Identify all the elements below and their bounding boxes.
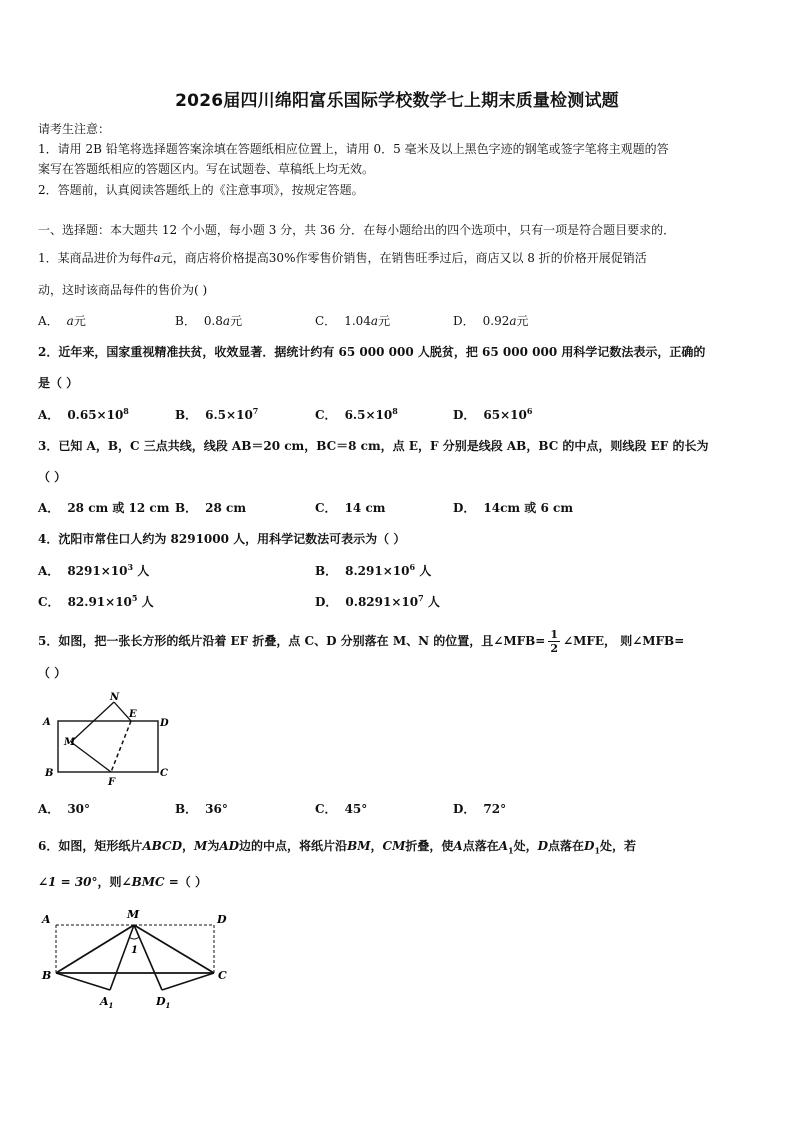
section-heading: 一、选择题：本大题共 12 个小题，每小题 3 分，共 36 分．在每小题给出的四个选项中，只有一项是符合题目要求的． xyxy=(38,223,676,237)
q6-stem-part: ，则 xyxy=(97,875,122,889)
q6-stem-part: ， xyxy=(370,839,383,853)
q6-point-m: M xyxy=(194,839,208,853)
q4-option-c-unit: 人 xyxy=(137,595,154,609)
q1-option-b-unit: 元 xyxy=(230,314,243,328)
option-key: D． xyxy=(453,802,476,816)
q2-option-d-exp: 6 xyxy=(526,406,533,416)
q1-option-b-var: a xyxy=(222,314,231,328)
q5-label-a: A xyxy=(43,717,51,728)
q4-option-d-unit: 人 xyxy=(423,595,440,609)
q4-option-c[interactable] xyxy=(38,594,154,610)
q5-label-m: M xyxy=(64,737,76,748)
q5-stem-line1 xyxy=(38,628,684,655)
option-key: A． xyxy=(38,802,60,816)
notice-item-1a: 1．请用 2B 铅笔将选择题答案涂填在答题纸相应位置上，请用 0．5 毫米及以上黑色字迹的钢笔或签字笔将主观题的答 xyxy=(38,142,669,156)
q3-option-d[interactable] xyxy=(453,500,573,516)
q5-option-c[interactable] xyxy=(315,801,367,817)
q2-option-c-base: 6.5×10 xyxy=(344,408,393,422)
q2-option-b-exp: 7 xyxy=(252,406,259,416)
q1-var-a: a xyxy=(153,251,161,265)
q5-option-a[interactable] xyxy=(38,801,90,817)
q3-option-d-text: 14cm 或 6 cm xyxy=(483,501,574,515)
q5-label-e: E xyxy=(129,709,137,720)
page-title: 2026届四川绵阳富乐国际学校数学七上期末质量检测试题 xyxy=(175,91,619,111)
q4-option-a-exp: 3 xyxy=(127,562,134,572)
q5-label-c: C xyxy=(160,768,168,779)
q6-side-ad: AD xyxy=(219,839,240,853)
notice-item-1b: 案写在答题纸相应的答题区内。写在试题卷、草稿纸上均无效。 xyxy=(38,162,375,176)
option-key: B． xyxy=(175,314,196,328)
q2-option-c-exp: 8 xyxy=(392,406,398,416)
q6-label-d1 xyxy=(155,995,170,1010)
option-key: D． xyxy=(453,501,476,515)
q1-option-a-unit: 元 xyxy=(73,314,86,328)
q6-figure xyxy=(38,903,238,1015)
q6-stem-part: 折叠，使 xyxy=(405,839,454,853)
q6-line-mc xyxy=(134,925,214,973)
q1-option-a-var: a xyxy=(66,314,74,328)
q6-stem-part: 处，若 xyxy=(600,839,637,853)
q4-option-d-base: 0.8291×10 xyxy=(345,595,419,609)
option-key: A． xyxy=(38,408,60,422)
q2-option-b-base: 6.5×10 xyxy=(205,408,253,422)
q4-option-b-base: 8.291×10 xyxy=(345,564,410,578)
q6-label-m: M xyxy=(127,908,140,921)
q4-option-b-exp: 6 xyxy=(409,562,416,572)
q4-option-b[interactable] xyxy=(315,563,431,579)
q6-stem-line2 xyxy=(38,874,207,890)
q6-label-d1-base: D xyxy=(156,995,166,1008)
q6-stem-part: 边的中点，将纸片沿 xyxy=(239,839,348,853)
q6-label-d1-sub: 1 xyxy=(165,1001,171,1010)
q3-option-a[interactable] xyxy=(38,500,169,516)
q6-stem-part: 6．如图，矩形纸片 xyxy=(38,839,143,853)
q2-option-d-base: 65×10 xyxy=(483,408,527,422)
option-key: A． xyxy=(38,501,60,515)
q5-stem-part: 5．如图，把一张长方形的纸片沿着 EF 折叠，点 C、D 分别落在 M、N 的位置，且∠MFB= xyxy=(38,634,546,648)
q5-stem-part: ∠MFE， 则∠MFB= xyxy=(563,634,685,648)
q5-stem-line2: （ ） xyxy=(38,666,67,680)
option-key: C． xyxy=(315,501,337,515)
q1-stem-line1 xyxy=(38,250,647,266)
q5-label-f: F xyxy=(108,777,116,788)
q5-option-a-text: 30° xyxy=(67,802,91,816)
q1-stem-line2: 动，这时该商品每件的售价为( ) xyxy=(38,283,208,297)
q4-option-d-exp: 7 xyxy=(418,593,424,603)
q6-angle-1: ∠1 = 30° xyxy=(38,875,98,889)
q3-option-c-text: 14 cm xyxy=(344,501,386,515)
option-key: C． xyxy=(315,802,337,816)
q1-stem-part: 1．某商品进价为每件 xyxy=(38,251,154,265)
q6-label-a1-base: A xyxy=(100,995,109,1008)
q6-stem-part: 点落在 xyxy=(462,839,499,853)
q6-label-angle-1: 1 xyxy=(131,945,138,956)
q5-line-mf xyxy=(71,742,111,772)
q1-option-b[interactable] xyxy=(175,313,242,329)
option-key: C． xyxy=(315,408,337,422)
q3-stem-line1: 3．已知 A，B，C 三点共线，线段 AB＝20 cm，BC＝8 cm，点 E，F 分别是线段 AB，BC 的中点，则线段 EF 的长为 xyxy=(38,439,709,453)
q6-label-a1 xyxy=(99,995,113,1010)
q6-label-a: A xyxy=(42,913,51,926)
fraction-denominator: 2 xyxy=(550,642,559,655)
q1-option-c-var: a xyxy=(370,314,379,328)
q6-stem-part: 为 xyxy=(207,839,220,853)
q6-point-d1-sub: 1 xyxy=(594,845,601,856)
q5-option-b[interactable] xyxy=(175,801,228,817)
option-key: A． xyxy=(38,564,60,578)
q1-option-d[interactable] xyxy=(453,313,529,329)
q6-label-c: C xyxy=(218,969,227,982)
q4-stem: 4．沈阳市常住口人约为 8291000 人，用科学记数法可表示为（ ） xyxy=(38,532,406,546)
q1-option-c[interactable] xyxy=(315,313,390,329)
q6-label-a1-sub: 1 xyxy=(108,1001,114,1010)
option-key: C． xyxy=(38,595,60,609)
q4-option-a[interactable] xyxy=(38,563,149,579)
q6-point-a1-sub: 1 xyxy=(508,845,514,856)
q6-line-cm: CM xyxy=(382,839,406,853)
q2-option-c[interactable] xyxy=(315,407,398,423)
q5-fold-line-ef xyxy=(111,721,131,772)
q6-line-ba1 xyxy=(56,973,110,990)
q2-option-a-base: 0.65×10 xyxy=(67,408,124,422)
q6-rect-name: ABCD xyxy=(142,839,182,853)
q3-option-b-text: 28 cm xyxy=(205,501,247,515)
q5-figure xyxy=(40,688,180,792)
q6-point-d: D xyxy=(537,839,549,853)
option-key: B． xyxy=(175,501,198,515)
q6-stem-part: （ ） xyxy=(178,875,207,889)
q6-line-mb xyxy=(56,925,134,973)
q6-line-md1 xyxy=(134,925,162,990)
q1-option-d-var: a xyxy=(509,314,517,328)
option-key: D． xyxy=(315,595,338,609)
q6-line-bm: BM xyxy=(347,839,371,853)
option-key: D． xyxy=(453,408,476,422)
q6-label-b: B xyxy=(42,969,52,982)
option-key: A． xyxy=(38,314,59,328)
q3-option-b[interactable] xyxy=(175,500,246,516)
q1-option-c-num: 1.04 xyxy=(344,314,371,328)
q6-stem-line1 xyxy=(38,838,636,854)
q3-stem-line2: （ ） xyxy=(38,470,67,484)
q6-label-d: D xyxy=(217,913,227,926)
q4-option-a-unit: 人 xyxy=(133,564,150,578)
q5-label-n: N xyxy=(110,692,120,703)
q1-option-a[interactable] xyxy=(38,313,86,329)
option-key: B． xyxy=(175,408,198,422)
q6-point-d1: D xyxy=(584,839,595,853)
q6-stem-part: 处， xyxy=(513,839,538,853)
option-key: C． xyxy=(315,314,337,328)
q5-option-c-text: 45° xyxy=(344,802,368,816)
q5-line-nm xyxy=(71,702,114,742)
option-key: D． xyxy=(453,314,475,328)
q6-stem-part: ， xyxy=(182,839,195,853)
q6-line-d1c xyxy=(162,973,214,990)
q4-option-b-unit: 人 xyxy=(415,564,432,578)
q1-option-d-num: 0.92 xyxy=(482,314,510,328)
q4-option-d[interactable] xyxy=(315,594,440,610)
q1-option-c-unit: 元 xyxy=(378,314,391,328)
q1-option-b-num: 0.8 xyxy=(203,314,223,328)
q2-option-b[interactable] xyxy=(175,407,258,423)
q6-stem-part: 点落在 xyxy=(548,839,585,853)
q5-option-b-text: 36° xyxy=(205,802,228,816)
q6-angle-arc xyxy=(129,937,139,939)
q2-stem-line2: 是（ ） xyxy=(38,376,79,390)
q4-option-c-base: 82.91×10 xyxy=(67,595,132,609)
q1-option-d-unit: 元 xyxy=(516,314,529,328)
q4-option-c-exp: 5 xyxy=(131,593,138,603)
q3-option-a-text: 28 cm 或 12 cm xyxy=(67,501,170,515)
q5-label-b: B xyxy=(45,768,54,779)
q6-line-ma1 xyxy=(110,925,134,990)
q3-option-c[interactable] xyxy=(315,500,385,516)
q4-option-a-base: 8291×10 xyxy=(67,564,128,578)
fraction-numerator: 1 xyxy=(550,628,559,641)
q6-point-a: A xyxy=(453,839,463,853)
q2-option-d[interactable] xyxy=(453,407,532,423)
q5-label-d: D xyxy=(160,718,169,729)
q6-angle-bmc: ∠BMC = xyxy=(121,875,179,889)
option-key: B． xyxy=(175,802,198,816)
q5-fraction xyxy=(548,628,560,655)
q6-point-a1: A xyxy=(498,839,509,853)
q1-stem-part: 元，商店将价格提高30%作零售价销售，在销售旺季过后，商店又以 8 折的价格开展促销活 xyxy=(160,251,647,265)
q2-option-a-exp: 8 xyxy=(123,406,129,416)
notice-heading: 请考生注意： xyxy=(38,122,111,136)
q5-option-d[interactable] xyxy=(453,801,506,817)
option-key: B． xyxy=(315,564,338,578)
q2-option-a[interactable] xyxy=(38,407,129,423)
q2-stem-line1: 2．近年来，国家重视精准扶贫，收效显著．据统计约有 65 000 000 人脱贫，把 65 000 000 用科学记数法表示，正确的 xyxy=(38,345,706,359)
notice-item-2: 2．答题前，认真阅读答题纸上的《注意事项》，按规定答题。 xyxy=(38,183,364,197)
q5-option-d-text: 72° xyxy=(483,802,507,816)
